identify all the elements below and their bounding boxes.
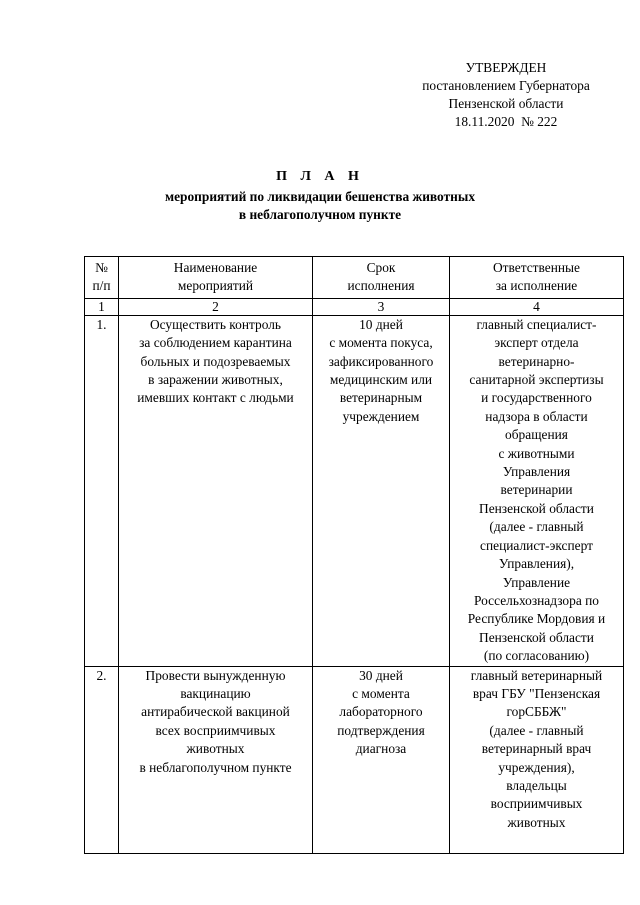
header-cell-name: Наименование мероприятий [119,257,313,299]
row-name: Провести вынужденную вакцинацию антирабической вакциной всех восприимчивых животных в неблагополучном пункте [119,666,313,853]
column-number: 2 [119,298,313,315]
plan-table [84,256,624,854]
row-number: 1. [85,315,119,666]
approval-line: Пензенской области [448,96,564,111]
row-responsible: главный специалист- эксперт отдела ветеринарно- санитарной экспертизы и государственного надзора в области обращения с животными Управления ветеринарии Пензенской области (далее - главный специалист-эксперт Управления), Управление Россельхознадзора по Республике Мордовия и Пензенской области (по согласованию) [450,315,624,666]
plan-subtitle: в неблагополучном пункте [238,207,402,222]
header-cell-responsible: Ответственные за исполнение [450,257,624,299]
row-term: 10 дней с момента покуса, зафиксированного медицинским или ветеринарным учреждением [313,315,450,666]
table-row [85,315,624,666]
header-cell-term: Срок исполнения [313,257,450,299]
plan-subtitle: мероприятий по ликвидации бешенства животных [164,189,476,204]
table-row [85,666,624,853]
table-header-row [85,257,624,299]
plan-heading: П Л А Н [276,169,364,184]
column-number: 4 [450,298,624,315]
row-responsible: главный ветеринарный врач ГБУ "Пензенская горСББЖ" (далее - главный ветеринарный врач учреждения), владельцы восприимчивых животных [450,666,624,853]
approval-line: постановлением Губернатора [422,78,590,93]
approval-date-number: 18.11.2020 № 222 [454,114,558,129]
row-number: 2. [85,666,119,853]
column-number: 1 [85,298,119,315]
approval-title: УТВЕРЖДЕН [465,60,547,75]
header-cell-number: № п/п [85,257,119,299]
approval-block [406,59,606,131]
row-term: 30 дней с момента лабораторного подтверждения диагноза [313,666,450,853]
column-number-row [85,298,624,315]
column-number: 3 [313,298,450,315]
row-name: Осуществить контроль за соблюдением карантина больных и подозреваемых в заражении животных, имевших контакт с людьми [119,315,313,666]
document-title [0,166,640,224]
